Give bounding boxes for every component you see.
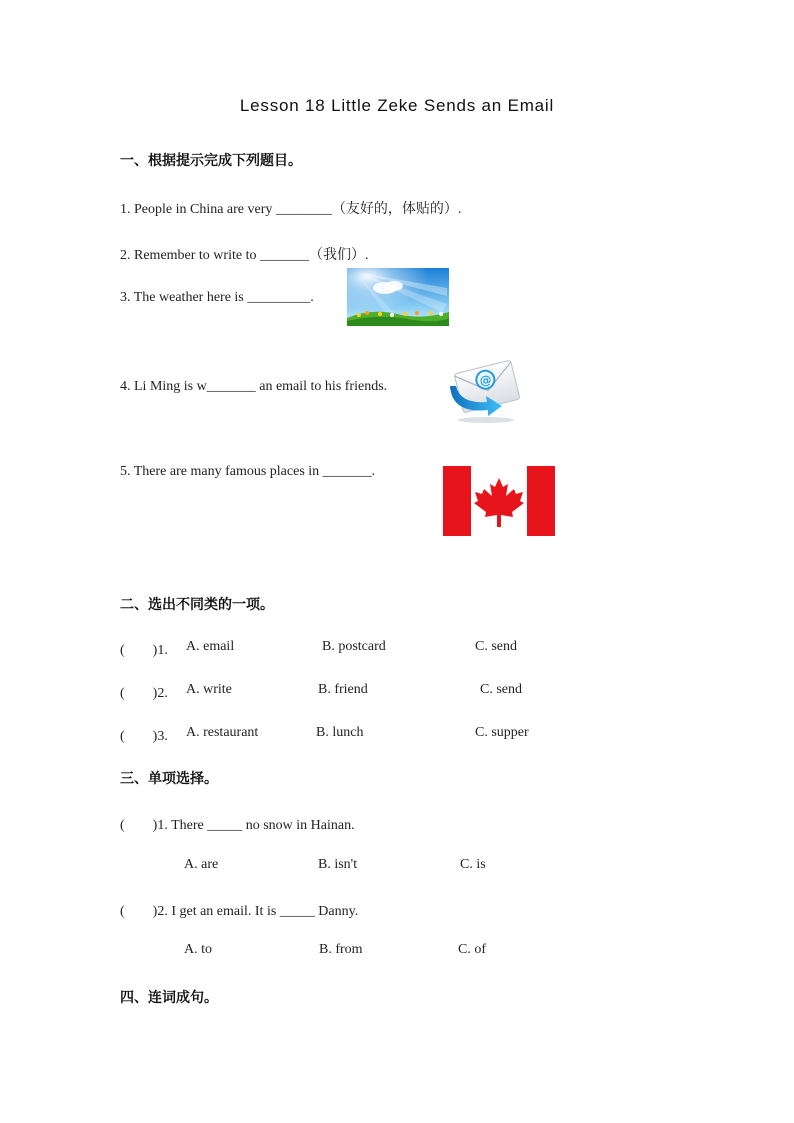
question-stem: ( )1. There _____ no snow in Hainan.	[120, 818, 355, 833]
option-c: C. send	[480, 682, 522, 697]
option-number: ( )2.	[120, 686, 168, 701]
canada-flag	[443, 466, 555, 536]
option-a: A. write	[186, 682, 232, 697]
page-title: Lesson 18 Little Zeke Sends an Email	[239, 96, 555, 115]
option-b: B. friend	[318, 682, 368, 697]
option-a: A. are	[184, 857, 219, 872]
question-item: 4. Li Ming is w_______ an email to his friends.	[120, 379, 388, 394]
option-c: C. supper	[475, 725, 529, 740]
question-item: 3. The weather here is _________.	[120, 290, 314, 305]
section3-heading: 三、单项选择。	[120, 771, 218, 787]
svg-text:@: @	[477, 371, 494, 389]
section1-heading: 一、根据提示完成下列题目。	[120, 153, 302, 169]
option-a: A. to	[184, 942, 212, 957]
question-item: 2. Remember to write to _______（我们）.	[120, 248, 369, 263]
option-a: A. email	[186, 639, 235, 654]
section2-heading: 二、选出不同类的一项。	[120, 597, 274, 613]
option-b: B. isn't	[318, 857, 358, 872]
option-c: C. send	[475, 639, 517, 654]
question-item: 5. There are many famous places in _______.	[120, 464, 376, 479]
question-stem: ( )2. I get an email. It is _____ Danny.	[120, 904, 359, 919]
question-item: 1. People in China are very ________（友好的，体贴的）.	[120, 202, 462, 217]
sunny-meadow-picture	[347, 268, 449, 326]
option-b: B. lunch	[316, 725, 364, 740]
option-c: C. of	[458, 942, 486, 957]
option-a: A. restaurant	[186, 725, 259, 740]
email-icon	[444, 356, 522, 426]
option-b: B. from	[319, 942, 363, 957]
option-c: C. is	[460, 857, 486, 872]
option-number: ( )3.	[120, 729, 168, 744]
option-number: ( )1.	[120, 643, 168, 658]
option-b: B. postcard	[322, 639, 386, 654]
section4-heading: 四、连词成句。	[120, 990, 218, 1006]
